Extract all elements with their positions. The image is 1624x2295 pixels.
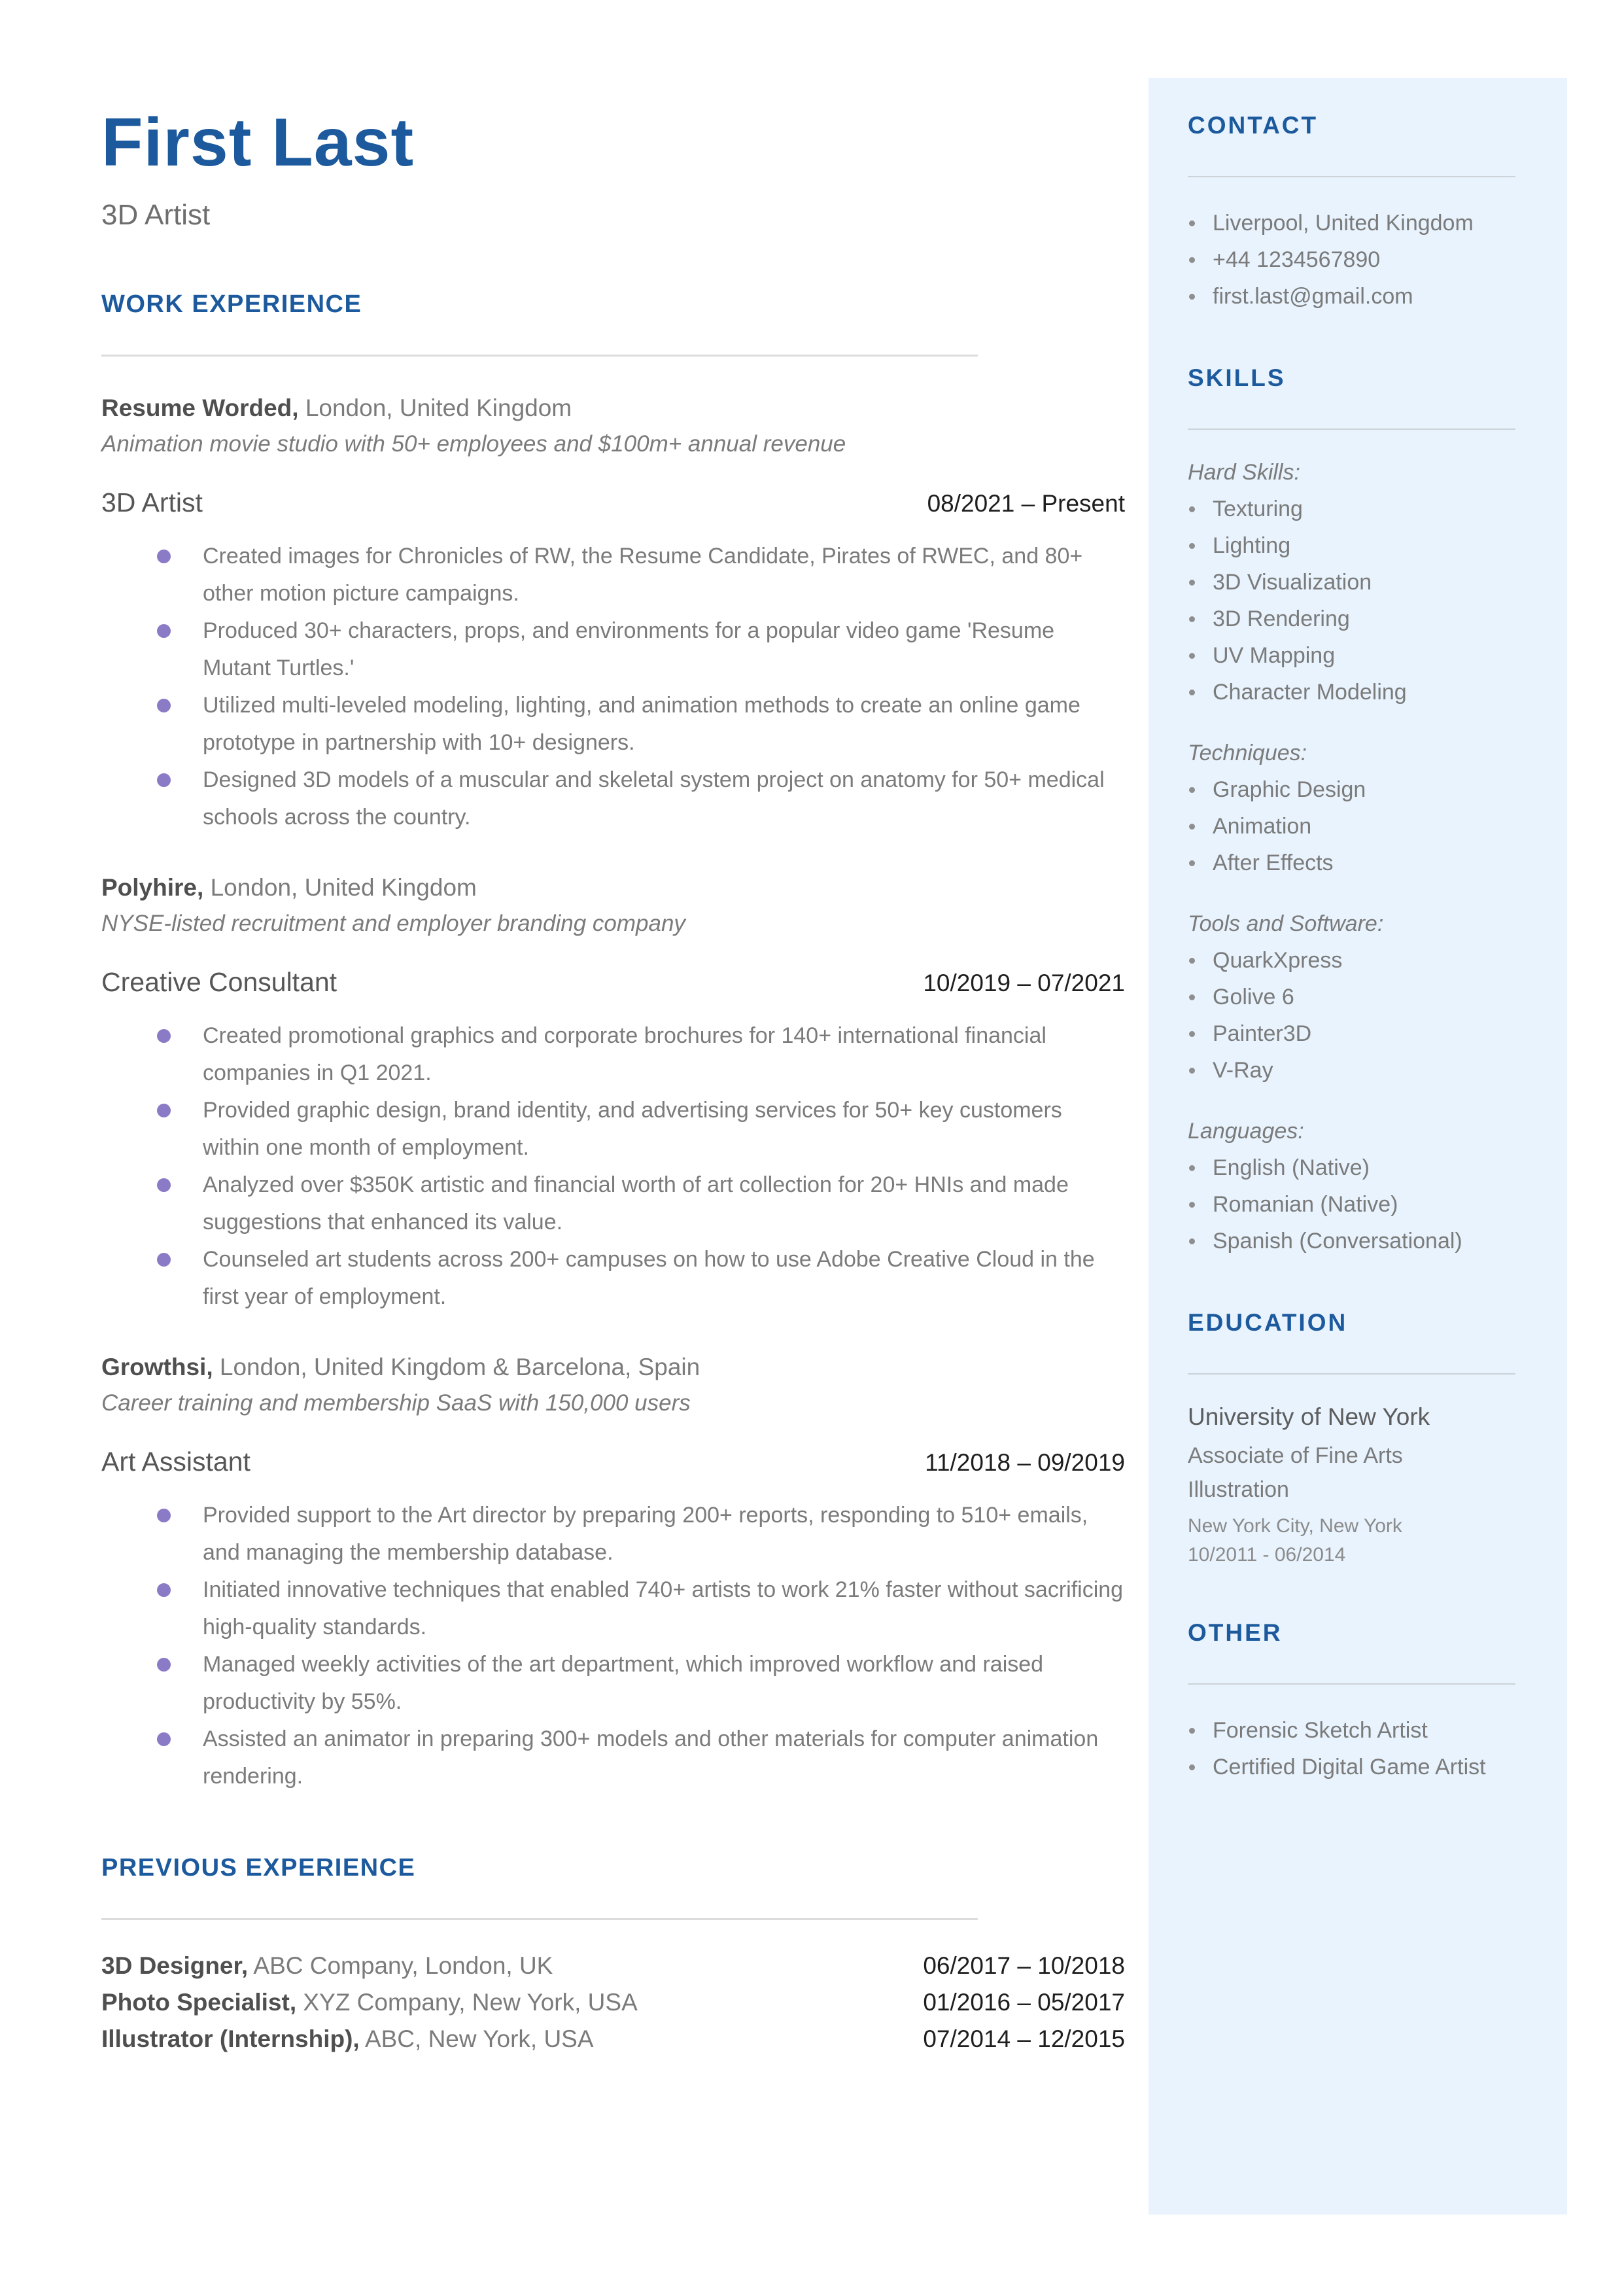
job-bullet: Managed weekly activities of the art department, which improved workflow and raised productivity by 55%. xyxy=(203,1646,1125,1721)
sidebar-heading-education: EDUCATION xyxy=(1188,1309,1348,1336)
skills-group-label: Hard Skills: xyxy=(1188,460,1300,485)
education-school: University of New York xyxy=(1188,1403,1430,1430)
job-bullet-list xyxy=(101,1017,1125,1316)
job-entry xyxy=(101,1354,1125,1795)
language-item: English (Native) xyxy=(1188,1149,1515,1186)
other-item: Certified Digital Game Artist xyxy=(1188,1749,1515,1785)
skill-item: V-Ray xyxy=(1188,1052,1515,1089)
role-title: 3D Artist xyxy=(101,487,203,518)
previous-company: XYZ Company, New York, USA xyxy=(303,1989,638,2016)
main-column xyxy=(101,0,1125,2058)
sidebar-section-other xyxy=(1188,1619,1515,1785)
previous-experience-rows xyxy=(101,1948,1125,2058)
skills-list xyxy=(1188,1149,1515,1259)
education-degree-name: Associate of Fine Arts xyxy=(1188,1443,1403,1468)
skill-item: Golive 6 xyxy=(1188,979,1515,1015)
role-row xyxy=(101,967,1125,998)
skill-item: QuarkXpress xyxy=(1188,942,1515,979)
previous-dates: 01/2016 – 05/2017 xyxy=(923,1989,1125,2016)
skills-list xyxy=(1188,942,1515,1089)
company-name: Growthsi, xyxy=(101,1354,213,1381)
previous-role: 3D Designer, xyxy=(101,1952,249,1980)
skills-group-label: Languages: xyxy=(1188,1119,1304,1144)
job-bullet: Utilized multi-leveled modeling, lighting, and animation methods to create an online game prototype in partnership with 10+ designers. xyxy=(203,687,1125,762)
previous-dates: 07/2014 – 12/2015 xyxy=(923,2025,1125,2053)
role-dates: 08/2021 – Present xyxy=(927,490,1125,517)
skill-item: 3D Visualization xyxy=(1188,564,1515,601)
job-bullet: Assisted an animator in preparing 300+ models and other materials for computer animation rendering. xyxy=(203,1721,1125,1795)
sidebar-section-education xyxy=(1188,1309,1515,1569)
skills-group-languages xyxy=(1188,1119,1515,1259)
company-line xyxy=(101,394,1125,422)
sidebar-divider xyxy=(1188,1373,1515,1375)
role-title: Art Assistant xyxy=(101,1446,251,1477)
skill-item: After Effects xyxy=(1188,845,1515,881)
role-dates: 10/2019 – 07/2021 xyxy=(923,970,1125,997)
job-bullet-list xyxy=(101,1497,1125,1795)
skills-group-hard-skills xyxy=(1188,460,1515,710)
previous-role-company xyxy=(101,2021,594,2058)
company-location: London, United Kingdom xyxy=(210,874,477,902)
contact-list xyxy=(1188,205,1515,315)
skill-item: 3D Rendering xyxy=(1188,601,1515,637)
previous-experience-row xyxy=(101,2021,1125,2058)
sidebar-divider xyxy=(1188,1683,1515,1685)
job-title-subtitle: 3D Artist xyxy=(101,199,211,232)
skill-item: Painter3D xyxy=(1188,1015,1515,1052)
job-bullet: Created promotional graphics and corporate brochures for 140+ international financial companies in Q1 2021. xyxy=(203,1017,1125,1092)
skills-group-label: Techniques: xyxy=(1188,741,1307,765)
job-bullet: Designed 3D models of a muscular and skeletal system project on anatomy for 50+ medical schools across the country. xyxy=(203,762,1125,836)
section-divider xyxy=(101,1918,978,1920)
page-title: First Last xyxy=(101,105,415,181)
previous-role-company xyxy=(101,1948,553,1984)
sidebar-section-skills xyxy=(1188,364,1515,1259)
education-location: New York City, New York xyxy=(1188,1515,1402,1537)
company-location: London, United Kingdom xyxy=(305,394,572,422)
skills-group-label: Tools and Software: xyxy=(1188,911,1384,936)
skill-item: Graphic Design xyxy=(1188,771,1515,808)
job-bullet-list xyxy=(101,538,1125,836)
role-row xyxy=(101,487,1125,518)
sidebar-divider xyxy=(1188,429,1515,430)
job-bullet: Produced 30+ characters, props, and environments for a popular video game 'Resume Mutant Turtles.' xyxy=(203,612,1125,687)
previous-experience-row xyxy=(101,1948,1125,1984)
sidebar-divider xyxy=(1188,176,1515,177)
job-bullet: Initiated innovative techniques that enabled 740+ artists to work 21% faster without sacrificing high-quality standards. xyxy=(203,1571,1125,1646)
previous-company: ABC Company, London, UK xyxy=(253,1952,553,1980)
contact-location: Liverpool, United Kingdom xyxy=(1188,205,1515,241)
education-details xyxy=(1188,1512,1515,1569)
skills-list xyxy=(1188,771,1515,881)
language-item: Romanian (Native) xyxy=(1188,1186,1515,1223)
previous-experience-row xyxy=(101,1984,1125,2021)
other-list xyxy=(1188,1712,1515,1785)
skill-item: Character Modeling xyxy=(1188,674,1515,710)
sidebar-heading-contact: CONTACT xyxy=(1188,112,1319,139)
other-item: Forensic Sketch Artist xyxy=(1188,1712,1515,1749)
skills-group-techniques xyxy=(1188,741,1515,881)
section-divider xyxy=(101,355,978,357)
skills-group-tools xyxy=(1188,911,1515,1089)
job-entry xyxy=(101,874,1125,1316)
job-bullet: Provided support to the Art director by preparing 200+ reports, responding to 510+ emails, and managing the membership database. xyxy=(203,1497,1125,1571)
skills-list xyxy=(1188,491,1515,710)
skill-item: UV Mapping xyxy=(1188,637,1515,674)
role-dates: 11/2018 – 09/2019 xyxy=(925,1449,1125,1477)
job-bullet: Analyzed over $350K artistic and financial worth of art collection for 20+ HNIs and made suggestions that enhanced its value. xyxy=(203,1166,1125,1241)
company-tagline: Animation movie studio with 50+ employees and $100m+ annual revenue xyxy=(101,431,846,457)
previous-role-company xyxy=(101,1984,638,2021)
company-name: Polyhire, xyxy=(101,874,204,902)
skill-item: Animation xyxy=(1188,808,1515,845)
job-bullet: Created images for Chronicles of RW, the Resume Candidate, Pirates of RWEC, and 80+ other motion picture campaigns. xyxy=(203,538,1125,612)
company-line xyxy=(101,874,1125,902)
company-name: Resume Worded, xyxy=(101,394,299,422)
company-line xyxy=(101,1354,1125,1381)
job-bullet: Provided graphic design, brand identity, and advertising services for 50+ key customers within one month of employment. xyxy=(203,1092,1125,1166)
section-heading-work-experience: WORK EXPERIENCE xyxy=(101,290,362,319)
language-item: Spanish (Conversational) xyxy=(1188,1223,1515,1259)
skill-item: Lighting xyxy=(1188,527,1515,564)
role-row xyxy=(101,1446,1125,1477)
section-heading-previous-experience: PREVIOUS EXPERIENCE xyxy=(101,1854,416,1882)
contact-email: first.last@gmail.com xyxy=(1188,278,1515,315)
contact-phone: +44 1234567890 xyxy=(1188,241,1515,278)
sidebar xyxy=(1149,78,1567,2215)
previous-dates: 06/2017 – 10/2018 xyxy=(923,1952,1125,1980)
company-tagline: NYSE-listed recruitment and employer branding company xyxy=(101,911,685,937)
sidebar-heading-skills: SKILLS xyxy=(1188,364,1286,391)
company-tagline: Career training and membership SaaS with 150,000 users xyxy=(101,1390,691,1416)
previous-role: Photo Specialist, xyxy=(101,1989,297,2016)
education-degree xyxy=(1188,1439,1515,1507)
job-entry xyxy=(101,394,1125,836)
sidebar-heading-other: OTHER xyxy=(1188,1619,1283,1646)
skill-item: Texturing xyxy=(1188,491,1515,527)
company-location: London, United Kingdom & Barcelona, Spain xyxy=(219,1354,700,1381)
education-field: Illustration xyxy=(1188,1477,1289,1502)
job-bullet: Counseled art students across 200+ campuses on how to use Adobe Creative Cloud in the first year of employment. xyxy=(203,1241,1125,1316)
previous-role: Illustrator (Internship), xyxy=(101,2025,360,2053)
education-dates: 10/2011 - 06/2014 xyxy=(1188,1544,1346,1566)
previous-company: ABC, New York, USA xyxy=(364,2025,594,2053)
role-title: Creative Consultant xyxy=(101,967,337,998)
